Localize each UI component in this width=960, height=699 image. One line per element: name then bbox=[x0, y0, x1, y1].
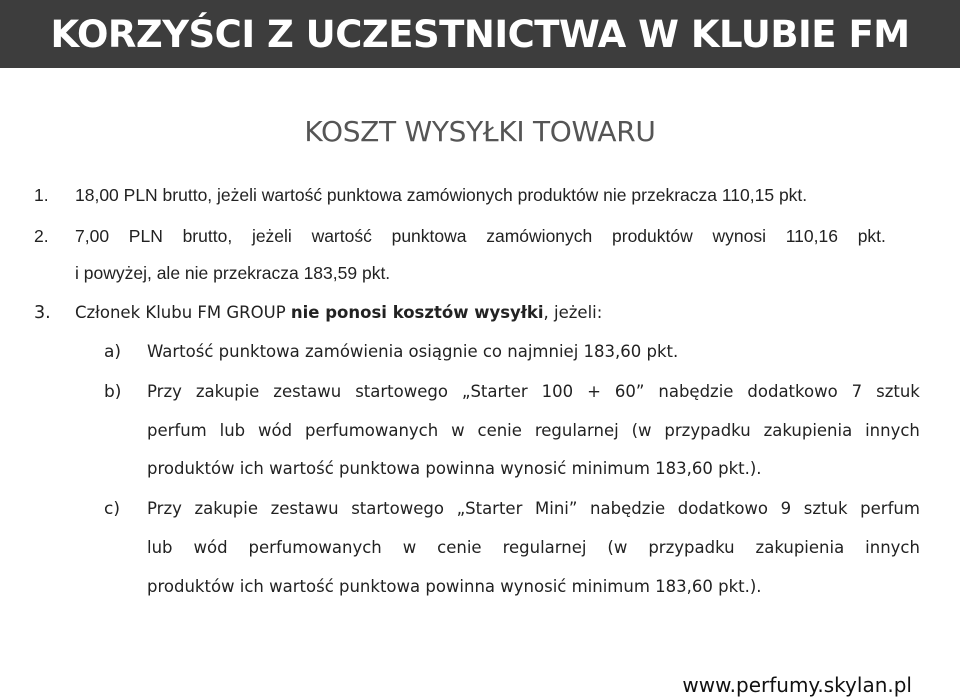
word: lub bbox=[147, 538, 173, 557]
section-title: KOSZT WYSYŁKI TOWARU bbox=[304, 115, 656, 148]
item-3-text-end: , jeżeli: bbox=[543, 303, 603, 322]
word: Przy bbox=[147, 499, 182, 518]
word: 9 bbox=[780, 499, 792, 518]
word: 7 bbox=[851, 382, 863, 401]
word: (w bbox=[631, 421, 652, 440]
subitem-c-line-3: produktów ich wartość punktowa powinna wynosić minimum 183,60 pkt.). bbox=[147, 577, 762, 596]
item-2-number: 2. bbox=[34, 226, 49, 246]
word: punktowa bbox=[391, 226, 467, 246]
word: nabędzie bbox=[590, 499, 666, 518]
word: perfum bbox=[860, 499, 920, 518]
subitem-b-line-3: produktów ich wartość punktowa powinna wynosić minimum 183,60 pkt.). bbox=[147, 459, 762, 478]
word: 7,00 bbox=[75, 226, 110, 246]
word: regularnej bbox=[502, 538, 587, 557]
item-3-text-emphasis: nie ponosi kosztów wysyłki bbox=[290, 303, 544, 322]
subitem-b-line-2 bbox=[147, 420, 920, 442]
word: zestawu bbox=[270, 499, 339, 518]
word: dodatkowo bbox=[677, 499, 769, 518]
word: startowego bbox=[351, 499, 444, 518]
word: (w bbox=[607, 538, 628, 557]
word: startowego bbox=[355, 382, 448, 401]
word: regularnej bbox=[534, 421, 619, 440]
item-1-text: 18,00 PLN brutto, jeżeli wartość punktowa zamówionych produktów nie przekracza 110,15 pkt. bbox=[75, 185, 808, 205]
subitem-b-marker: b) bbox=[104, 382, 122, 402]
word: Mini” bbox=[535, 499, 578, 518]
footer-url: www.perfumy.skylan.pl bbox=[682, 673, 912, 697]
word: cenie bbox=[437, 538, 482, 557]
word: zakupienia bbox=[755, 538, 845, 557]
word: przypadku bbox=[664, 421, 751, 440]
word: PLN bbox=[128, 226, 163, 246]
word: zakupie bbox=[194, 499, 258, 518]
item-1-number: 1. bbox=[34, 185, 49, 205]
banner-title: KORZYŚCI Z UCZESTNICTWA W KLUBIE FM bbox=[50, 12, 910, 56]
subitem-c-line-2 bbox=[147, 537, 920, 559]
word: innych bbox=[865, 538, 920, 557]
word: wartość bbox=[311, 226, 372, 246]
word: w bbox=[402, 538, 417, 557]
word: produktów bbox=[612, 226, 693, 246]
item-3-text-start: Członek Klubu FM GROUP bbox=[75, 303, 291, 322]
word: Przy bbox=[147, 382, 182, 401]
word: sztuk bbox=[803, 499, 848, 518]
word: perfumowanych bbox=[305, 421, 439, 440]
subitem-b-line-1 bbox=[147, 381, 920, 403]
word: „Starter bbox=[456, 499, 523, 518]
word: nabędzie bbox=[658, 382, 734, 401]
word: zakupie bbox=[195, 382, 260, 401]
item-3-text bbox=[75, 302, 602, 324]
item-3-number: 3. bbox=[34, 303, 51, 323]
subitem-a-marker: a) bbox=[104, 342, 122, 362]
item-2-line-1 bbox=[75, 225, 886, 247]
word: 100 bbox=[541, 382, 574, 401]
subitem-c-marker: c) bbox=[104, 499, 120, 519]
header-banner bbox=[0, 0, 960, 68]
word: jeżeli bbox=[251, 226, 292, 246]
word: w bbox=[451, 421, 465, 440]
word: brutto, bbox=[182, 226, 233, 246]
word: lub bbox=[219, 421, 246, 440]
word: wynosi bbox=[712, 226, 766, 246]
word: cenie bbox=[477, 421, 522, 440]
word: dodatkowo bbox=[747, 382, 838, 401]
word: wód bbox=[258, 421, 293, 440]
word: innych bbox=[865, 421, 920, 440]
word: zestawu bbox=[273, 382, 342, 401]
word: wód bbox=[193, 538, 228, 557]
subitem-c-line-1 bbox=[147, 498, 920, 520]
word: 60” bbox=[614, 382, 645, 401]
word: zamówionych bbox=[486, 226, 593, 246]
word: perfumowanych bbox=[248, 538, 382, 557]
word: pkt. bbox=[857, 226, 886, 246]
word: perfum bbox=[147, 421, 207, 440]
item-2-line-2: i powyżej, ale nie przekracza 183,59 pkt. bbox=[75, 263, 391, 283]
word: przypadku bbox=[648, 538, 735, 557]
subitem-a-line-1: Wartość punktowa zamówienia osiągnie co najmniej 183,60 pkt. bbox=[147, 342, 679, 361]
word: + bbox=[587, 382, 601, 401]
word: sztuk bbox=[876, 382, 920, 401]
word: zakupienia bbox=[763, 421, 853, 440]
word: „Starter bbox=[461, 382, 528, 401]
word: 110,16 bbox=[785, 226, 838, 246]
